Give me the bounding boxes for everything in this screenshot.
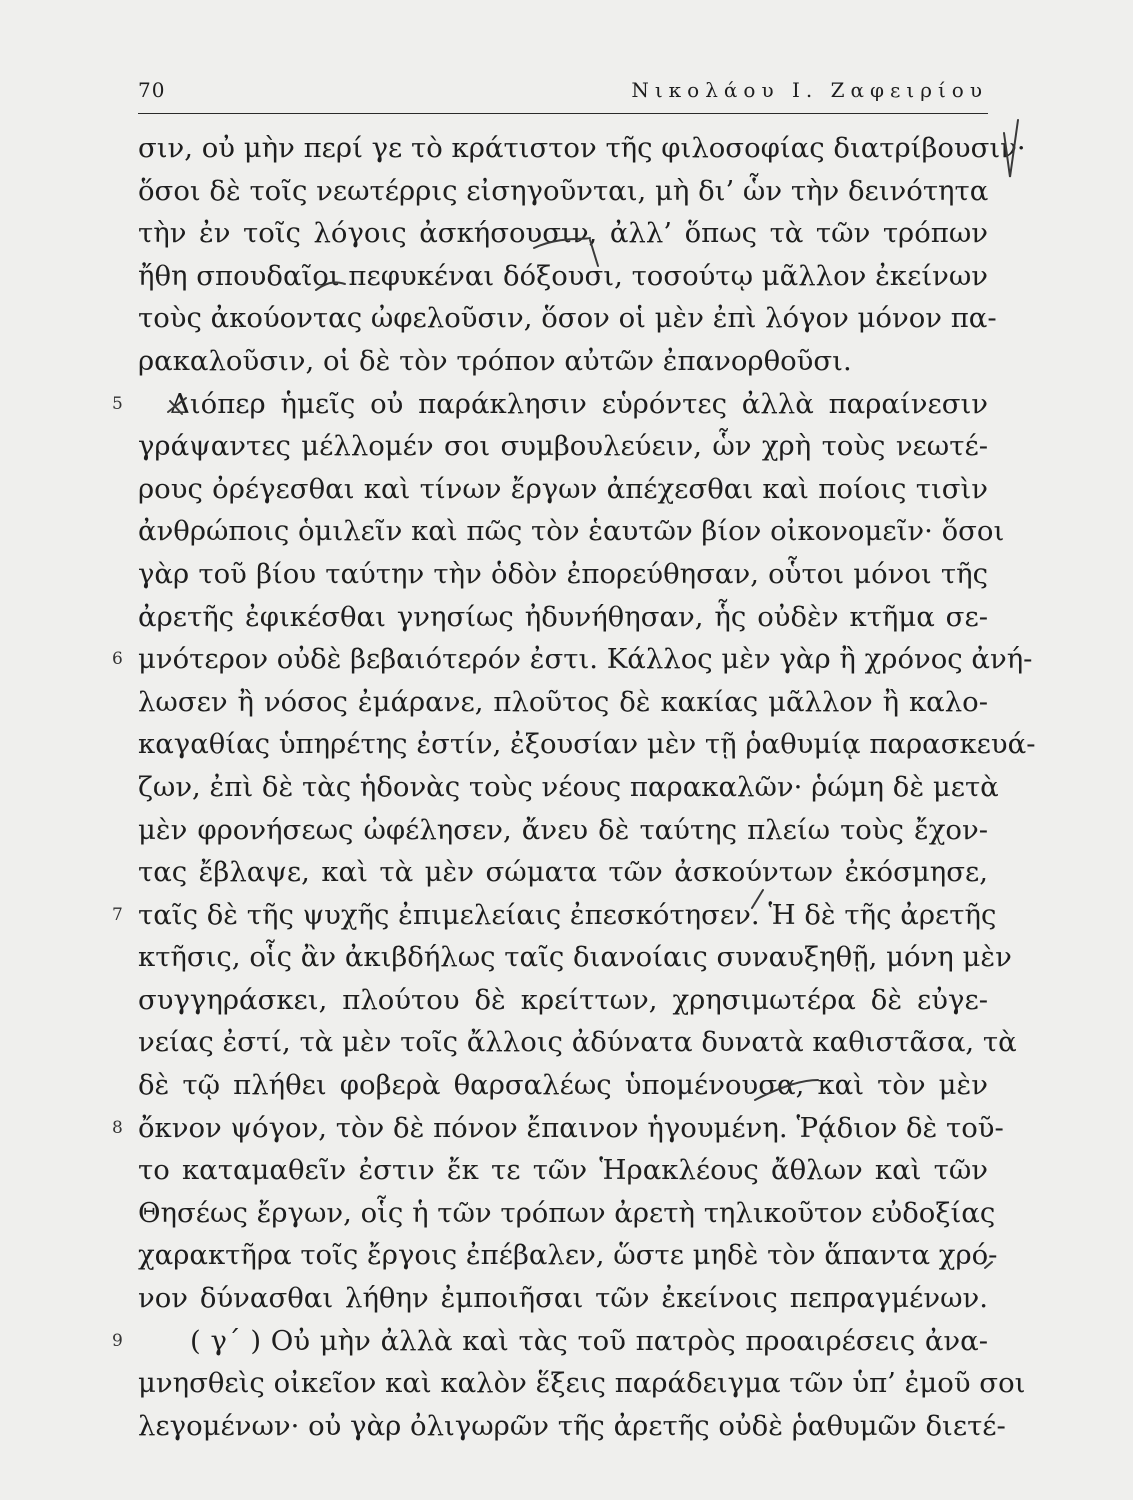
line-text: τὴν ἐν τοῖς λόγοις ἀσκήσουσιν, ἀλλ’ ὅπως τὰ τῶν τρόπων (138, 217, 988, 250)
line-text: ὅσοι δὲ τοῖς νεωτέρρις εἰσηγοῦνται, μὴ δι’ ὧν τὴν δεινότητα (138, 174, 989, 207)
paragraph-number: 5 (112, 393, 123, 414)
line-text: ἀνθρώποις ὁμιλεῖν καὶ πῶς τὸν ἑαυτῶν βίον οἰκονομεῖν· ὅσοι (138, 515, 1005, 548)
text-line (138, 1021, 1017, 1064)
text-line (138, 766, 999, 809)
text-line (138, 1362, 1026, 1405)
line-text: ταῖς δὲ τῆς ψυχῆς ἐπιμελείαις ἐπεσκότησεν. Ἡ δὲ τῆς ἀρετῆς (138, 898, 997, 931)
text-line (138, 468, 988, 511)
paragraph-number: 8 (112, 1117, 123, 1138)
line-text: χαρακτῆρα τοῖς ἔργοις ἐπέβαλεν, ὥστε μηδὲ τὸν ἅπαντα χρό- (138, 1239, 998, 1272)
header-rule (138, 113, 988, 114)
body-text (112, 127, 1036, 1447)
text-line (112, 1107, 1004, 1150)
line-text: μνησθεὶς οἰκεῖον καὶ καλὸν ἕξεις παράδειγμα τῶν ὑπ’ ἐμοῦ σοι (138, 1367, 1026, 1400)
text-line (138, 340, 988, 383)
line-text: ρους ὀρέγεσθαι καὶ τίνων ἔργων ἀπέχεσθαι καὶ ποίοις τισὶν (138, 472, 988, 505)
running-title: Νικολάου Ι. Ζαφειρίου (631, 78, 988, 102)
line-text: γράψαντες μέλλομέν σοι συμβουλεύειν, ὧν χρὴ τοὺς νεωτέ- (138, 430, 988, 463)
text-line (112, 638, 1033, 681)
text-line (138, 979, 988, 1022)
line-text: ρακαλοῦσιν, οἱ δὲ τὸν τρόπον αὐτῶν ἐπανορθοῦσι. (138, 344, 852, 377)
text-line (138, 510, 1005, 553)
text-line (138, 936, 1012, 979)
line-text: ἀρετῆς ἐφικέσθαι γνησίως ἠδυνήθησαν, ἧς οὐδὲν κτῆμα σε- (138, 600, 988, 633)
text-line (138, 1277, 988, 1320)
line-text: τας ἔβλαψε, καὶ τὰ μὲν σώματα τῶν ἀσκούντων ἐκόσμησε, (138, 856, 988, 889)
line-text: δὲ τῷ πλήθει φοβερὰ θαρσαλέως ὑπομένουσα, καὶ τὸν μὲν (138, 1069, 988, 1102)
line-text: ἤθη σπουδαῖοι πεφυκέναι δόξουσι, τοσούτῳ μᾶλλον ἐκείνων (138, 259, 988, 292)
text-line (138, 681, 988, 724)
line-text: Διόπερ ἡμεῖς οὐ παράκλησιν εὑρόντες ἀλλὰ παραίνεσιν (170, 387, 988, 420)
text-line (138, 809, 988, 852)
line-text: το καταμαθεῖν ἐστιν ἔκ τε τῶν Ἡρακλέους ἄθλων καὶ τῶν (138, 1154, 988, 1187)
text-line (138, 170, 988, 213)
text-line (138, 851, 988, 894)
text-line (138, 723, 1036, 766)
text-line (138, 596, 988, 639)
paragraph-number: 9 (112, 1330, 123, 1351)
line-text: γὰρ τοῦ βίου ταύτην τὴν ὁδὸν ἐπορεύθησαν, οὗτοι μόνοι τῆς (138, 557, 988, 590)
text-line (112, 894, 997, 937)
text-line (138, 1149, 988, 1192)
text-line (138, 212, 988, 255)
text-line (138, 127, 1026, 170)
line-text: κτῆσις, οἷς ἂν ἀκιβδήλως ταῖς διανοίαις συναυξηθῇ, μόνη μὲν (138, 941, 1012, 974)
line-text: νείας ἐστί, τὰ μὲν τοῖς ἄλλοις ἀδύνατα δυνατὰ καθιστᾶσα, τὰ (138, 1026, 1017, 1059)
text-line (138, 1234, 998, 1277)
text-line (138, 1064, 988, 1107)
text-line (138, 255, 988, 298)
line-text: μνότερον οὐδὲ βεβαιότερόν ἐστι. Κάλλος μὲν γὰρ ἢ χρόνος ἀνή- (138, 643, 1033, 676)
line-text: μὲν φρονήσεως ὠφέλησεν, ἄνευ δὲ ταύτης πλείω τοὺς ἔχον- (138, 813, 988, 846)
line-text: λωσεν ἢ νόσος ἐμάρανε, πλοῦτος δὲ κακίας μᾶλλον ἢ καλο- (138, 685, 988, 718)
line-text: καγαθίας ὑπηρέτης ἐστίν, ἐξουσίαν μὲν τῇ ῥαθυμίᾳ παρασκευά- (138, 728, 1036, 761)
text-line (138, 297, 997, 340)
line-text: ( γ´ ) Οὐ μὴν ἀλλὰ καὶ τὰς τοῦ πατρὸς προαιρέσεις ἀνα- (190, 1324, 988, 1357)
line-text: Θησέως ἔργων, οἷς ἡ τῶν τρόπων ἀρετὴ τηλικοῦτον εὐδοξίας (138, 1196, 996, 1229)
text-line (138, 553, 988, 596)
line-text: νον δύνασθαι λήθην ἐμποιῆσαι τῶν ἐκείνοις πεπραγμένων. (138, 1282, 988, 1315)
page-header (138, 78, 988, 114)
text-line (138, 1405, 1006, 1448)
line-text: σιν, οὐ μὴν περί γε τὸ κράτιστον τῆς φιλοσοφίας διατρίβουσιν· (138, 132, 1026, 164)
page-number: 70 (138, 78, 166, 102)
line-text: λεγομένων· οὐ γὰρ ὀλιγωρῶν τῆς ἀρετῆς οὐδὲ ῥαθυμῶν διετέ- (138, 1409, 1006, 1442)
text-line (138, 425, 988, 468)
line-text: ζων, ἐπὶ δὲ τὰς ἡδονὰς τοὺς νέους παρακαλῶν· ῥώμη δὲ μετὰ (138, 770, 999, 803)
text-line (112, 383, 988, 426)
text-line (112, 1320, 988, 1363)
paragraph-number: 6 (112, 649, 123, 670)
line-text: τοὺς ἀκούοντας ὠφελοῦσιν, ὅσον οἱ μὲν ἐπὶ λόγον μόνον πα- (138, 302, 997, 335)
line-text: ὄκνον ψόγον, τὸν δὲ πόνον ἔπαινον ἡγουμένη. Ῥᾴδιον δὲ τοῦ- (138, 1111, 1004, 1144)
line-text: συγγηράσκει, πλούτου δὲ κρείττων, χρησιμωτέρα δὲ εὐγε- (138, 983, 988, 1016)
text-line (138, 1192, 996, 1235)
paragraph-number: 7 (112, 904, 123, 925)
